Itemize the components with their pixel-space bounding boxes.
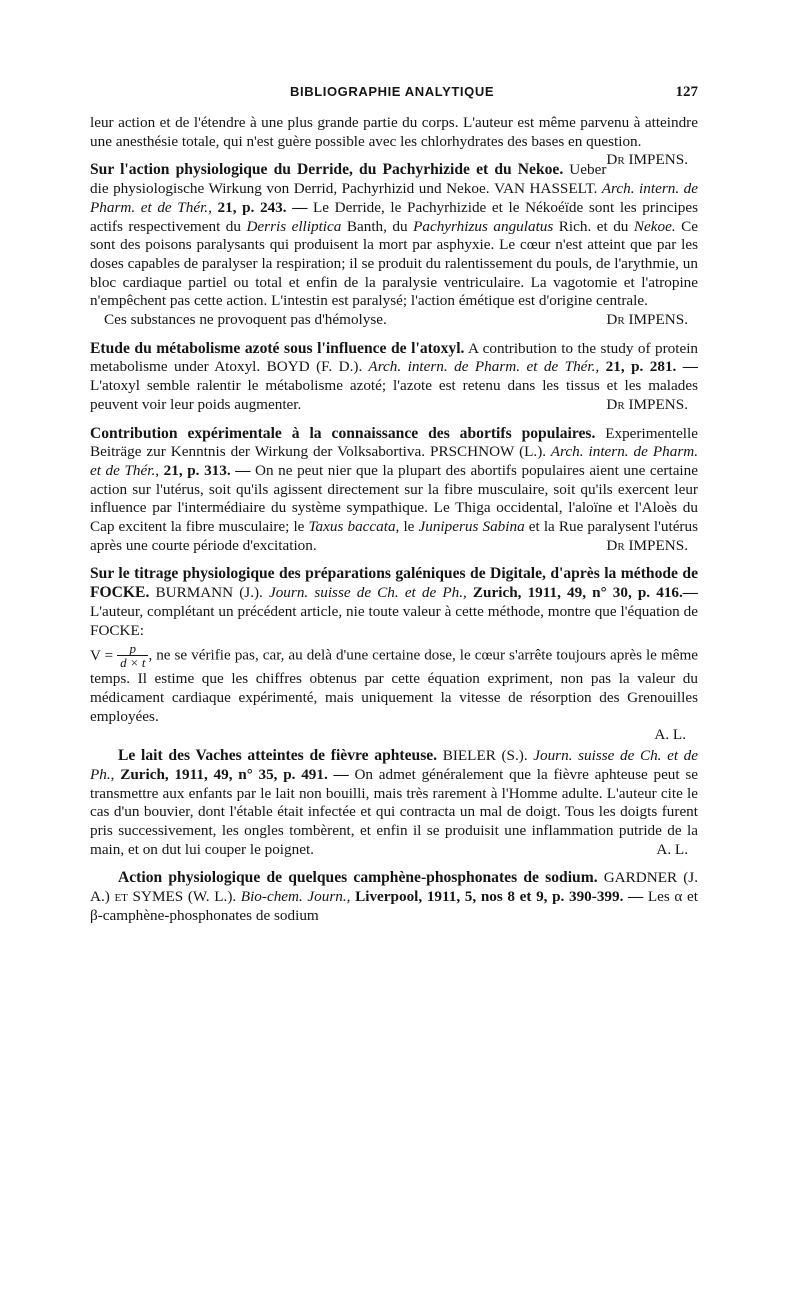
entry-reference: 21, p. 243. — <box>211 198 313 216</box>
entry-author: BIELER (S.). <box>437 747 528 765</box>
entry-title: Contribution expérimentale à la connaissance des abortifs populaires. <box>90 424 596 442</box>
entry-text: le <box>399 518 419 536</box>
entry-derride-closing <box>90 311 698 330</box>
entry-journal: Arch. intern. de Pharm. et de Thér., <box>90 180 698 216</box>
entry-continuation <box>90 114 698 169</box>
page-header <box>90 84 698 108</box>
entry-text: A contribution to the study of protein metabolisme under Atoxyl. <box>90 339 699 376</box>
entry-journal: Journ. suisse de Ch. et de Ph., <box>90 747 698 783</box>
entry-author: VAN HASSELT. <box>494 180 598 198</box>
entry-text: Rich. et du <box>553 217 634 235</box>
entry-title: Le lait des Vaches atteintes de fièvre aphteuse. <box>118 747 438 765</box>
entry-journal: Journ. suisse de Ch. et de Ph., <box>262 584 467 602</box>
entry-camphene <box>90 869 698 925</box>
entry-text: L'auteur, complétant un précédent article, nie toute valeur à cette méthode, montre que l'équation de <box>90 602 698 620</box>
formula-lhs: V = <box>90 646 114 664</box>
entry-title: Sur l'action physiologique du Derride, du Pachyrhizide et du Nekoe. <box>90 161 564 179</box>
entry-text: Le Derride, le Pachyrhizide et le Nékoéïde sont les principes actifs respectivement du <box>90 198 698 235</box>
entry-text: On ne peut nier que la plupart des abortifs populaires aient une certaine action sur l'utérus, soit qu'ils agissent directement sur la fibre musculaire, soit qu'ils exercent leur influence par l'intermédiaire du système sympathique. Le Thiga occidental, l'aloïne et l'Aloès du Cap excitent la fibre musculaire; le <box>90 461 698 536</box>
entry-reference: Liverpool, 1911, 5, nos 8 et 9, p. 390-399. — <box>350 888 648 906</box>
entry-title: Action physiologique de quelques camphène-phosphonates de sodium. <box>118 869 598 887</box>
entry-reference: Zurich, 1911, 49, n° 30, p. 416.— <box>466 584 698 602</box>
entry-text: L'atoxyl semble ralentir le métabolisme azoté; l'azote est retenu dans les tissus et les malades peuvent voir leur poids augmenter. <box>90 377 698 413</box>
formula-numerator: p <box>129 641 136 657</box>
entry-text: On admet généralement que la fièvre aphteuse peut se transmettre aux enfants par le lait non bouilli, mais très rarement à l'Homme adulte. L'auteur cite le cas d'un bouvier, dont l'étable était infectée et qui contracta un mal de doigt. Tous les doigts furent pris successivement, les ongles tombèrent, et enfin il se produisit une inflammation putride de la main, et on dut lui couper le poignet. <box>90 765 699 858</box>
entry-title: Sur le titrage physiologique des préparations galéniques de Digitale, d'après la méthode de FOCKE. <box>90 565 698 602</box>
formula <box>90 642 148 670</box>
entry-text: Experimentelle Beiträge zur Kenntnis der Wirkung der Volksabortiva. <box>90 424 698 461</box>
page-number: 127 <box>675 84 698 100</box>
entry-lait <box>90 747 698 859</box>
entry-signature: Dr IMPENS. <box>606 395 688 413</box>
entry-text: Banth, du <box>341 217 414 235</box>
entry-atoxyl <box>90 340 698 415</box>
entry-digitale-formula <box>90 642 698 726</box>
entry-reference: 21, p. 281. — <box>599 358 698 376</box>
entry-signature: A. L. <box>654 726 686 744</box>
entry-signature: Dr IMPENS. <box>606 151 688 169</box>
entry-author: BOYD (F. D.). <box>266 358 363 376</box>
entry-journal: Arch. intern. de Pharm. et de Thér., <box>90 443 699 479</box>
entry-abortifs <box>90 425 698 556</box>
entry-signature: A. L. <box>656 840 688 858</box>
running-title: BIBLIOGRAPHIE ANALYTIQUE <box>290 84 495 99</box>
entry-title: Etude du métabolisme azoté sous l'influence de l'atoxyl. <box>90 339 465 357</box>
entry-derride <box>90 161 698 311</box>
entry-text: Ces substances ne provoquent pas d'hémolyse. <box>104 311 387 329</box>
entry-signature: Dr IMPENS. <box>606 311 688 329</box>
entry-text: , ne se vérifie pas, car, au delà d'une certaine dose, le cœur s'arrête toujours après le même temps. Il estime que les chiffres obtenus par cette équation expriment, non pas la valeur du médicament cardiaque expérimenté, mais uniquement la vitesse de résorption des Grenouilles employées. <box>90 646 698 725</box>
entry-text: et la Rue paralysent l'utérus après une courte période d'excitation. <box>90 518 698 554</box>
species-name: Nekoe. <box>633 217 676 235</box>
species-name: Derris elliptica <box>246 217 342 235</box>
entry-author: BURMANN (J.). <box>149 584 263 602</box>
species-name: Juniperus Sabina <box>418 518 525 536</box>
entry-author: GARDNER (J. A.) et SYMES (W. L.). <box>90 869 698 906</box>
entry-journal: Bio-chem. Journ., <box>236 888 351 906</box>
species-name: Taxus baccata, <box>308 518 400 536</box>
entry-reference: Zurich, 1911, 49, n° 35, p. 491. — <box>114 765 355 783</box>
entry-text: leur action et de l'étendre à une plus grande partie du corps. L'auteur est même parvenu à atteindre une anesthésie totale, qui n'est guère possible avec les chlorhydrates des bases en question. <box>90 114 698 150</box>
entry-text: Les α et β-camphène-phosphonates de sodium <box>90 888 698 924</box>
formula-fraction <box>117 642 148 670</box>
species-name: Pachyrhizus angulatus <box>413 217 554 235</box>
entry-text: Ueber die physiologische Wirkung von Derrid, Pachyrhizid und Nekoe. <box>90 161 607 198</box>
entry-reference: 21, p. 313. — <box>159 461 255 479</box>
entry-author: PRSCHNOW (L.). <box>430 443 547 461</box>
author-name: FOCKE: <box>90 621 145 639</box>
entry-signature: Dr IMPENS. <box>606 536 688 554</box>
entry-digitale <box>90 565 698 640</box>
formula-denominator: d × t <box>117 655 148 670</box>
journal-page <box>90 84 698 925</box>
entry-text: Ce sont des poisons paralysants qui produisent la mort par asphyxie. Le cœur n'est atteint que par les doses capables de paralyser la respiration; il se produit du ralentissement du pouls, de l'arythmie, un bloc cardiaque partiel ou total et enfin de la paralysie ventriculaire. La vagotomie et l'atropine n'empêchent pas cette action. L'intestin est paralysé; l'action émétique est d'origine centrale. <box>90 217 698 310</box>
entry-digitale-signature-line <box>90 726 698 745</box>
entry-journal: Arch. intern. de Pharm. et de Thér., <box>362 358 600 376</box>
